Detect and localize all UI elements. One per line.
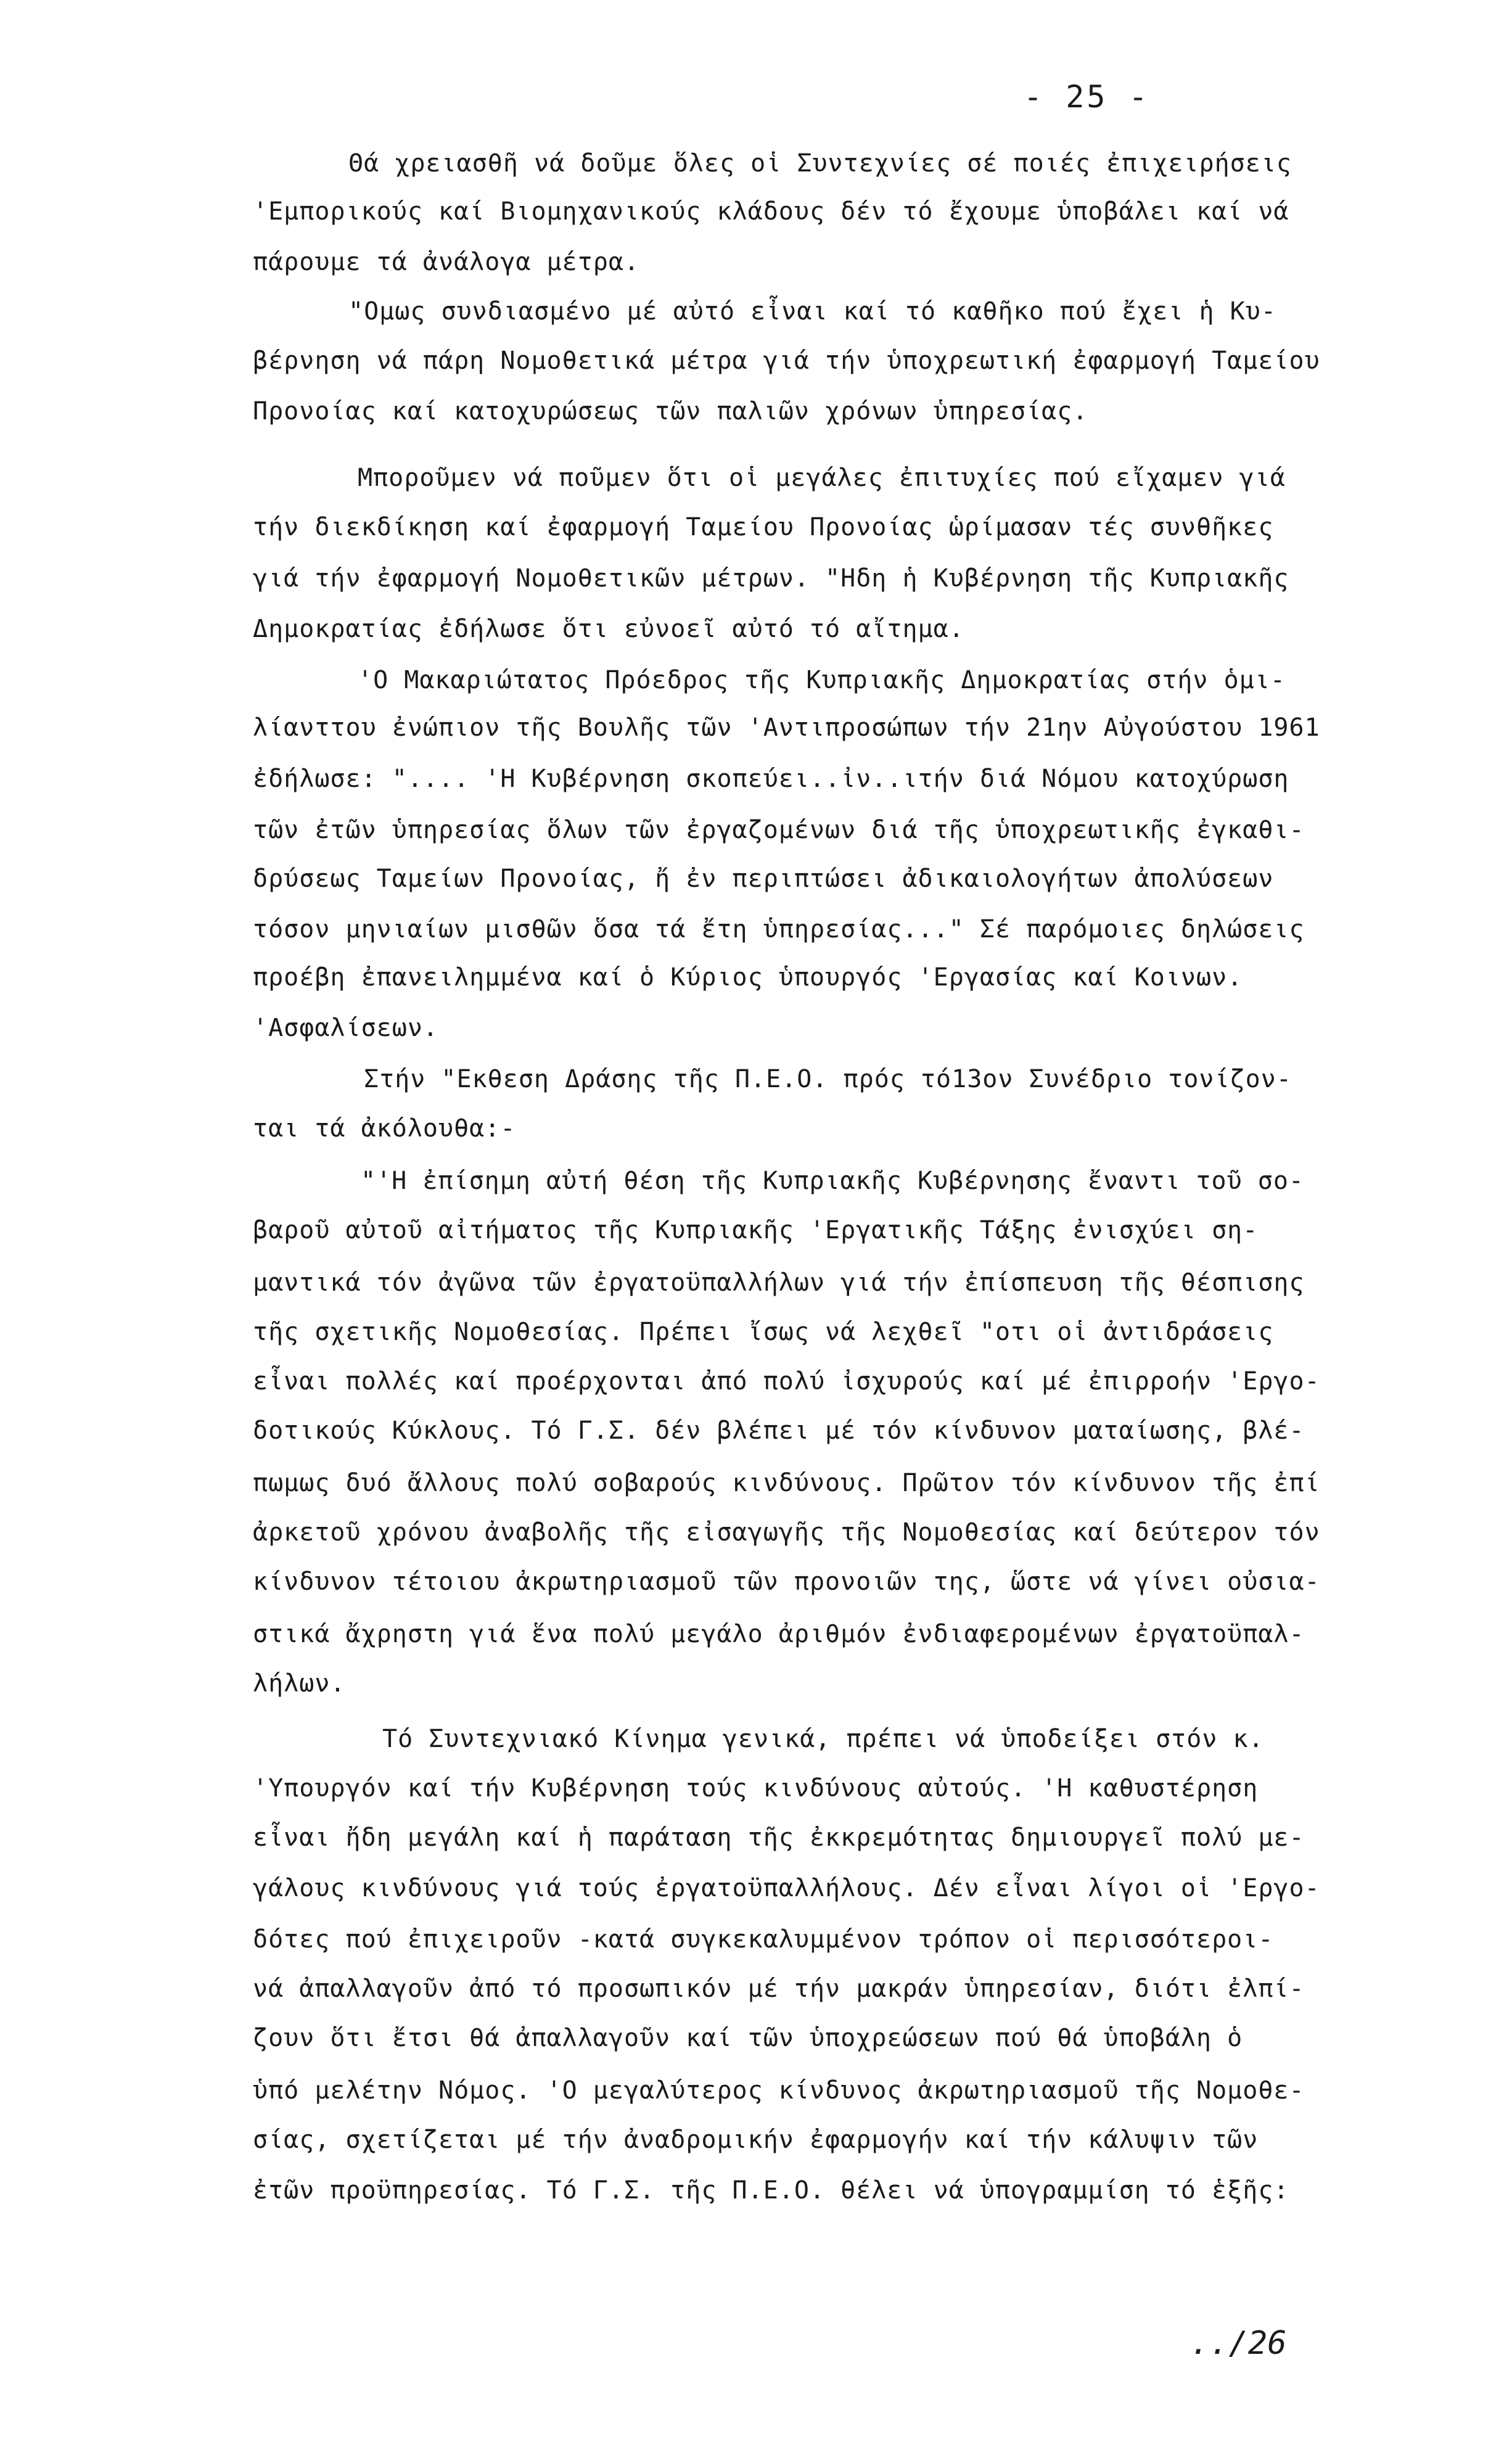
text-line: λίανττου ἐνώπιον τῆς Βουλῆς τῶν 'Αντιπροσώπων τήν 21ην Αὐγούστου 1961 <box>253 713 1320 742</box>
text-line: 'Εμπορικούς καί Βιομηχανικούς κλάδους δέν τό ἔχουμε ὑποβάλει καί νά <box>253 197 1289 226</box>
text-line: τῶν ἐτῶν ὑπηρεσίας ὅλων τῶν ἐργαζομένων διά τῆς ὑποχρεωτικῆς ἐγκαθι- <box>253 816 1305 844</box>
text-line: Δημοκρατίας ἐδήλωσε ὅτι εὐνοεῖ αὐτό τό αἴτημα. <box>253 615 964 643</box>
text-line: προέβη ἐπανειλημμένα καί ὁ Κύριος ὑπουργός 'Εργασίας καί Κοινων. <box>253 963 1243 992</box>
text-line: Θά χρειασθῆ νά δοῦμε ὅλες οἱ Συντεχνίες σέ ποιές ἐπιχειρήσεις <box>348 149 1292 178</box>
text-line: ζουν ὅτι ἔτσι θά ἀπαλλαγοῦν καί τῶν ὑποχρεώσεων πού θά ὑποβάλη ὁ <box>253 2024 1243 2052</box>
text-line: πωμως δυό ἄλλους πολύ σοβαρούς κινδύνους. Πρῶτον τόν κίνδυνον τῆς ἐπί <box>253 1469 1320 1497</box>
text-line: ται τά ἀκόλουθα:- <box>253 1114 516 1143</box>
text-line: εἶναι ἤδη μεγάλη καί ἡ παράταση τῆς ἐκκρεμότητας δημιουργεῖ πολύ με- <box>253 1823 1305 1852</box>
text-line: τῆς σχετικῆς Νομοθεσίας. Πρέπει ἴσως νά λεχθεῖ "οτι οἱ ἀντιδράσεις <box>253 1318 1274 1346</box>
text-line: γιά τήν ἐφαρμογή Νομοθετικῶν μέτρων. "Ηδη ἡ Κυβέρνηση τῆς Κυπριακῆς <box>253 564 1289 593</box>
text-line: εἶναι πολλές καί προέρχονται ἀπό πολύ ἰσχυρούς καί μέ ἐπιρροήν 'Εργο- <box>253 1367 1320 1396</box>
text-line: γάλους κινδύνους γιά τούς ἐργατοϋπαλλήλους. Δέν εἶναι λίγοι οἱ 'Εργο- <box>253 1874 1320 1902</box>
text-line: δότες πού ἐπιχειροῦν -κατά συγκεκαλυμμένον τρόπον οἱ περισσότεροι- <box>253 1925 1274 1954</box>
text-line: δρύσεως Ταμείων Προνοίας, ἤ ἐν περιπτώσει ἀδικαιολογήτων ἀπολύσεων <box>253 865 1274 893</box>
text-line: νά ἀπαλλαγοῦν ἀπό τό προσωπικόν μέ τήν μακράν ὑπηρεσίαν, διότι ἐλπί- <box>253 1975 1305 2003</box>
page-number: - 25 - <box>1024 79 1150 115</box>
text-line: σίας, σχετίζεται μέ τήν ἀναδρομικήν ἐφαρμογήν καί τήν κάλυψιν τῶν <box>253 2126 1259 2154</box>
text-line: δοτικούς Κύκλους. Τό Γ.Σ. δέν βλέπει μέ τόν κίνδυνον ματαίωσης, βλέ- <box>253 1416 1305 1445</box>
text-line: Μποροῦμεν νά ποῦμεν ὅτι οἱ μεγάλες ἐπιτυχίες πού εἴχαμεν γιά <box>358 464 1286 492</box>
text-line: λήλων. <box>253 1669 346 1698</box>
text-line: ἀρκετοῦ χρόνου ἀναβολῆς τῆς εἰσαγωγῆς τῆς Νομοθεσίας καί δεύτερον τόν <box>253 1518 1320 1547</box>
text-line: Στήν "Εκθεση Δράσης τῆς Π.Ε.Ο. πρός τό13ον Συνέδριο τονίζον- <box>364 1065 1292 1093</box>
text-line: Τό Συντεχνιακό Κίνημα γενικά, πρέπει νά ὑποδείξει στόν κ. <box>382 1725 1264 1753</box>
text-line: 'Υπουργόν καί τήν Κυβέρνηση τούς κινδύνους αὐτούς. 'Η καθυστέρηση <box>253 1774 1259 1803</box>
text-line: 'Ασφαλίσεων. <box>253 1014 438 1042</box>
text-line: μαντικά τόν ἀγῶνα τῶν ἐργατοϋπαλλήλων γιά τήν ἐπίσπευση τῆς θέσπισης <box>253 1268 1305 1297</box>
text-line: ἐτῶν προϋπηρεσίας. Τό Γ.Σ. τῆς Π.Ε.Ο. θέλει νά ὑπογραμμίση τό ἑξῆς: <box>253 2176 1289 2205</box>
text-line: ἐδήλωσε: ".... 'Η Κυβέρνηση σκοπεύει..ἰν..ιτήν διά Νόμου κατοχύρωση <box>253 765 1289 793</box>
continuation-marker: ../26 <box>1190 2325 1287 2362</box>
text-line: ὑπό μελέτην Νόμος. 'Ο μεγαλύτερος κίνδυνος ἀκρωτηριασμοῦ τῆς Νομοθε- <box>253 2076 1305 2105</box>
text-line: στικά ἄχρηστη γιά ἕνα πολύ μεγάλο ἀριθμόν ἐνδιαφερομένων ἐργατοϋπαλ- <box>253 1620 1305 1648</box>
text-line: "'Η ἐπίσημη αὐτή θέση τῆς Κυπριακῆς Κυβέρνησης ἔναντι τοῦ σο- <box>361 1167 1305 1195</box>
text-line: πάρουμε τά ἀνάλογα μέτρα. <box>253 248 640 276</box>
text-line: βαροῦ αὐτοῦ αἰτήματος τῆς Κυπριακῆς 'Εργατικῆς Τάξης ἐνισχύει ση- <box>253 1216 1259 1244</box>
text-line: "Ομως συνδιασμένο μέ αὐτό εἶναι καί τό καθῆκο πού ἔχει ἡ Κυ- <box>348 297 1276 326</box>
text-line: 'Ο Μακαριώτατος Πρόεδρος τῆς Κυπριακῆς Δημοκρατίας στήν ὁμι- <box>358 666 1286 694</box>
text-line: Προνοίας καί κατοχυρώσεως τῶν παλιῶν χρόνων ὑπηρεσίας. <box>253 397 1088 426</box>
text-line: βέρνηση νά πάρη Νομοθετικά μέτρα γιά τήν ὑποχρεωτική ἐφαρμογή Ταμείου <box>253 347 1320 375</box>
text-line: κίνδυνον τέτοιου ἀκρωτηριασμοῦ τῶν προνοιῶν της, ὥστε νά γίνει οὐσια- <box>253 1568 1320 1596</box>
text-line: τόσον μηνιαίων μισθῶν ὅσα τά ἔτη ὑπηρεσίας..." Σέ παρόμοιες δηλώσεις <box>253 915 1305 944</box>
text-line: τήν διεκδίκηση καί ἐφαρμογή Ταμείου Προνοίας ὡρίμασαν τές συνθῆκες <box>253 513 1274 541</box>
